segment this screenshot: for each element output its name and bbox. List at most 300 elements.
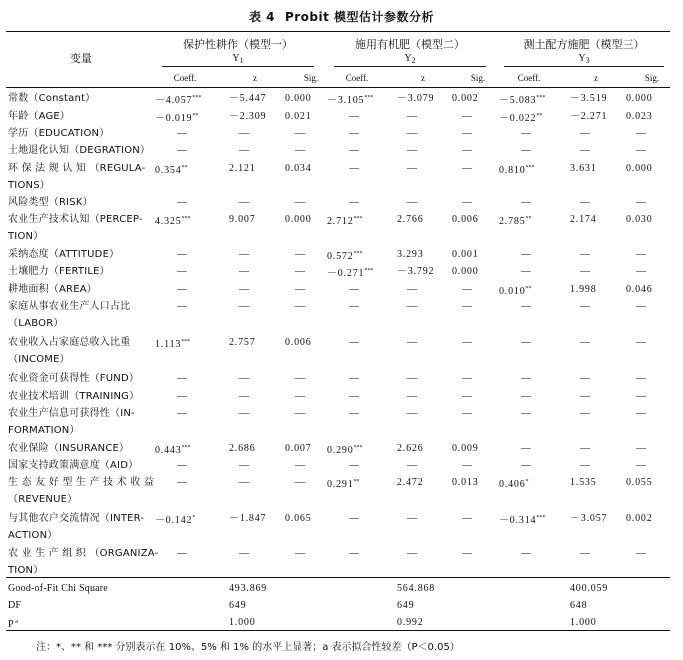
- stat-value: 564.868: [397, 583, 436, 594]
- cell-value: —: [407, 145, 417, 156]
- cell-value: —: [636, 548, 646, 559]
- table-cell: [295, 298, 305, 315]
- cell-value: —: [636, 128, 646, 139]
- table-cell: [327, 90, 373, 109]
- table-title: Probit 模型估计参数分析: [284, 10, 435, 24]
- cell-value: —: [636, 337, 646, 348]
- table-cell: [636, 194, 646, 211]
- table-cell: [462, 545, 472, 562]
- table-cell: [570, 211, 597, 228]
- table-cell: [239, 388, 249, 405]
- cell-value: －4.057: [155, 95, 193, 106]
- table-cell: [521, 405, 531, 422]
- variable-label: [8, 334, 130, 368]
- bottom-rule: [6, 630, 670, 631]
- stat-label: [8, 580, 108, 597]
- table-cell: [177, 405, 187, 422]
- table-cell: [499, 474, 529, 493]
- cell-value: 0.023: [626, 111, 653, 122]
- cell-value: —: [407, 301, 417, 312]
- table-cell: [580, 142, 590, 159]
- table-cell: [239, 246, 249, 263]
- cell-value: —: [462, 373, 472, 384]
- table-footnote: 注：*、** 和 *** 分别表示在 10%、5% 和 1% 的水平上显著；a 表示拟合性较差（P＜0.05）: [36, 642, 460, 653]
- table-cell: [285, 211, 312, 228]
- table-cell: [626, 108, 653, 125]
- cell-value: —: [636, 391, 646, 402]
- table-cell: [580, 370, 590, 387]
- cell-value: —: [462, 145, 472, 156]
- significance-marker: ***: [364, 95, 374, 101]
- significance-marker: ***: [181, 445, 191, 451]
- table-cell: [397, 474, 424, 491]
- cell-value: —: [462, 548, 472, 559]
- variable-label: [8, 194, 93, 211]
- variable-label-line: 农业技术培训（TRAINING）: [8, 391, 140, 402]
- cell-value: —: [407, 337, 417, 348]
- table-cell: [177, 298, 187, 315]
- table-cell: [407, 370, 417, 387]
- table-cell: [177, 457, 187, 474]
- cell-value: －0.314: [499, 515, 537, 526]
- table-cell: [239, 281, 249, 298]
- cell-value: —: [580, 128, 590, 139]
- cell-value: 0.013: [452, 477, 479, 488]
- table-cell: [397, 263, 434, 280]
- cell-value: —: [349, 301, 359, 312]
- significance-marker: ***: [353, 445, 363, 451]
- cell-value: －5.083: [499, 95, 537, 106]
- table-cell: [462, 142, 472, 159]
- table-cell: [462, 405, 472, 422]
- variable-label-line: 农业生产技术认知（PERCEP-: [8, 214, 143, 225]
- significance-marker: ***: [525, 165, 535, 171]
- table-cell: [580, 125, 590, 142]
- stat-value: 649: [397, 600, 415, 611]
- variable-label-line: 土地退化认知（DEGRATION）: [8, 145, 151, 156]
- table-cell: [407, 334, 417, 351]
- variable-label: [8, 388, 139, 405]
- cell-value: —: [239, 548, 249, 559]
- cell-value: —: [407, 197, 417, 208]
- cell-value: —: [177, 460, 187, 471]
- cell-value: 2.686: [229, 443, 256, 454]
- significance-marker: ***: [536, 95, 546, 101]
- cell-value: —: [462, 128, 472, 139]
- cell-value: 0.001: [452, 249, 479, 260]
- cell-value: —: [177, 391, 187, 402]
- table-cell: [521, 440, 531, 457]
- cell-value: —: [521, 266, 531, 277]
- cell-value: 0.030: [626, 214, 653, 225]
- table-cell: [295, 474, 305, 491]
- table-cell: [177, 370, 187, 387]
- cell-value: —: [177, 145, 187, 156]
- cell-value: —: [239, 249, 249, 260]
- cell-value: —: [239, 266, 249, 277]
- cell-value: —: [295, 373, 305, 384]
- cell-value: —: [349, 460, 359, 471]
- table-cell: [636, 142, 646, 159]
- cell-value: 1.113: [155, 339, 182, 350]
- cell-value: 4.325: [155, 216, 182, 227]
- significance-marker: ***: [181, 216, 191, 222]
- significance-marker: **: [536, 113, 543, 119]
- cell-value: —: [239, 408, 249, 419]
- model-underline: [504, 66, 664, 67]
- significance-marker: **: [525, 216, 532, 222]
- column-header: z: [594, 73, 598, 83]
- cell-value: —: [239, 373, 249, 384]
- cell-value: —: [177, 128, 187, 139]
- cell-value: 0.572: [327, 251, 354, 262]
- cell-value: －3.519: [570, 93, 608, 104]
- cell-value: 3.293: [397, 249, 424, 260]
- cell-value: —: [462, 460, 472, 471]
- cell-value: —: [407, 513, 417, 524]
- stat-value: 1.000: [570, 617, 597, 628]
- variable-label-line: 农业资金可获得性（FUND）: [8, 373, 140, 384]
- table-cell: [155, 334, 190, 353]
- cell-value: —: [177, 197, 187, 208]
- dependent-var-subscript: 1: [239, 56, 244, 65]
- table-cell: [521, 334, 531, 351]
- cell-value: —: [462, 513, 472, 524]
- model-name: 测土配方施肥（模型三）: [523, 38, 645, 51]
- table-cell: [407, 510, 417, 527]
- stat-label-superscript: a: [13, 619, 18, 625]
- variable-label-line: 采纳态度（ATTITUDE）: [8, 249, 120, 260]
- significance-marker: **: [192, 113, 199, 119]
- table-cell: [229, 211, 256, 228]
- table-cell: [462, 108, 472, 125]
- cell-value: —: [580, 391, 590, 402]
- stat-label-text: P: [8, 619, 14, 630]
- table-cell: [407, 388, 417, 405]
- table-cell: [239, 125, 249, 142]
- variable-label-line: FORMATION）: [8, 425, 80, 436]
- cell-value: —: [239, 460, 249, 471]
- cell-value: 0.000: [626, 163, 653, 174]
- cell-value: 0.443: [155, 445, 182, 456]
- cell-value: —: [295, 301, 305, 312]
- table-cell: [177, 545, 187, 562]
- table-cell: [349, 298, 359, 315]
- table-cell: [462, 281, 472, 298]
- cell-value: －0.271: [327, 268, 365, 279]
- cell-value: —: [521, 337, 531, 348]
- table-cell: [327, 211, 363, 230]
- cell-value: —: [580, 249, 590, 260]
- cell-value: 0.000: [285, 93, 312, 104]
- cell-value: 0.291: [327, 479, 354, 490]
- cell-value: —: [521, 197, 531, 208]
- stat-value: 400.059: [570, 583, 609, 594]
- cell-value: —: [580, 548, 590, 559]
- variable-label-line: 农业收入占家庭总收入比重: [8, 337, 131, 348]
- cell-value: —: [407, 128, 417, 139]
- variable-label: [8, 440, 129, 457]
- significance-marker: ***: [192, 95, 202, 101]
- table-cell: [295, 545, 305, 562]
- table-cell: [155, 90, 201, 109]
- cell-value: 0.021: [285, 111, 312, 122]
- cell-value: —: [349, 128, 359, 139]
- stat-value: 0.992: [397, 617, 424, 628]
- cell-value: —: [636, 301, 646, 312]
- cell-value: 0.007: [285, 443, 312, 454]
- table-cell: [295, 194, 305, 211]
- variable-label-line: 家庭从事农业生产人口占比: [8, 301, 131, 312]
- table-cell: [177, 263, 187, 280]
- cell-value: —: [521, 145, 531, 156]
- table-cell: [349, 405, 359, 422]
- table-cell: [349, 194, 359, 211]
- variable-label-line: 环 保 法 规 认 知 （REGULA-: [8, 163, 146, 174]
- table-cell: [462, 298, 472, 315]
- cell-value: —: [580, 460, 590, 471]
- variable-label-line: 耕地面积（AREA）: [8, 284, 97, 295]
- table-cell: [636, 334, 646, 351]
- column-header: Coeff.: [173, 73, 197, 83]
- significance-marker: ***: [353, 251, 363, 257]
- table-cell: [397, 211, 424, 228]
- model-name: 保护性耕作（模型一）: [183, 38, 293, 51]
- cell-value: －3.079: [397, 93, 435, 104]
- variable-label: [8, 108, 70, 125]
- table-cell: [499, 90, 545, 109]
- cell-value: 1.998: [570, 284, 597, 295]
- table-cell: [327, 263, 373, 282]
- variable-label: [8, 160, 145, 194]
- cell-value: －1.847: [229, 513, 267, 524]
- cell-value: —: [349, 548, 359, 559]
- cell-value: －3.105: [327, 95, 365, 106]
- cell-value: 0.034: [285, 163, 312, 174]
- cell-value: —: [295, 145, 305, 156]
- table-cell: [521, 457, 531, 474]
- cell-value: 2.766: [397, 214, 424, 225]
- variable-label: [8, 263, 110, 280]
- table-cell: [295, 281, 305, 298]
- cell-value: 2.626: [397, 443, 424, 454]
- table-cell: [285, 108, 312, 125]
- cell-value: —: [239, 145, 249, 156]
- cell-value: 0.000: [285, 214, 312, 225]
- table-cell: [462, 457, 472, 474]
- table-cell: [521, 246, 531, 263]
- cell-value: —: [349, 145, 359, 156]
- table-cell: [349, 160, 359, 177]
- cell-value: —: [295, 408, 305, 419]
- variable-label-line: （REVENUE）: [8, 494, 78, 505]
- cell-value: —: [636, 443, 646, 454]
- significance-marker: **: [353, 479, 360, 485]
- cell-value: —: [295, 128, 305, 139]
- table-cell: [285, 90, 312, 107]
- table-cell: [239, 194, 249, 211]
- table-cell: [570, 281, 597, 298]
- cell-value: —: [349, 197, 359, 208]
- table-cell: [462, 125, 472, 142]
- cell-value: —: [295, 548, 305, 559]
- table-cell: [239, 545, 249, 562]
- table-cell: [636, 263, 646, 280]
- variable-label-line: 与其他农户交流情况（INTER-: [8, 513, 145, 524]
- table-cell: [521, 545, 531, 562]
- table-cell: [295, 263, 305, 280]
- table-cell: [462, 510, 472, 527]
- table-cell: [155, 211, 191, 230]
- cell-value: —: [580, 197, 590, 208]
- model-name: 施用有机肥（模型二）: [355, 38, 465, 51]
- cell-value: —: [295, 391, 305, 402]
- table-cell: [295, 457, 305, 474]
- table-cell: [177, 474, 187, 491]
- column-header: z: [253, 73, 257, 83]
- table-cell: [580, 457, 590, 474]
- table-cell: [626, 510, 653, 527]
- top-rule: [6, 31, 670, 32]
- cell-value: —: [462, 301, 472, 312]
- table-cell: [580, 388, 590, 405]
- cell-value: —: [521, 249, 531, 260]
- table-cell: [626, 160, 653, 177]
- stat-label-text: Good-of-Fit Chi Square: [8, 583, 108, 594]
- cell-value: —: [177, 373, 187, 384]
- stat-value: 1.000: [229, 617, 256, 628]
- model-underline: [162, 66, 314, 67]
- table-cell: [499, 510, 545, 529]
- table-cell: [229, 108, 266, 125]
- table-cell: [349, 125, 359, 142]
- table-cell: [397, 90, 434, 107]
- table-cell: [177, 142, 187, 159]
- variable-label: [8, 211, 143, 245]
- table-cell: [452, 474, 479, 491]
- cell-value: —: [407, 284, 417, 295]
- variable-label-line: 农 业 生 产 组 织 （ORGANIZA-: [8, 548, 159, 559]
- variable-label-line: 年龄（AGE）: [8, 111, 71, 122]
- significance-marker: ***: [364, 268, 374, 274]
- cell-value: —: [636, 408, 646, 419]
- cell-value: 0.000: [452, 266, 479, 277]
- cell-value: －3.792: [397, 266, 435, 277]
- table-cell: [521, 194, 531, 211]
- dependent-var-symbol: Y: [404, 53, 412, 64]
- cell-value: 0.009: [452, 443, 479, 454]
- table-cell: [155, 160, 188, 179]
- cell-value: —: [521, 373, 531, 384]
- table-cell: [462, 160, 472, 177]
- variable-label-line: 国家支持政策满意度（AID）: [8, 460, 139, 471]
- table-cell: [407, 405, 417, 422]
- table-cell: [349, 334, 359, 351]
- significance-marker: **: [525, 286, 532, 292]
- cell-value: —: [580, 337, 590, 348]
- cell-value: 0.002: [626, 513, 653, 524]
- variable-header: 变量: [70, 52, 92, 65]
- variable-label: [8, 510, 144, 544]
- table-cell: [452, 211, 479, 228]
- table-cell: [327, 474, 360, 493]
- table-cell: [285, 510, 312, 527]
- table-cell: [295, 125, 305, 142]
- table-cell: [521, 370, 531, 387]
- cell-value: —: [580, 373, 590, 384]
- table-cell: [239, 370, 249, 387]
- model-dependent-var: [158, 53, 318, 65]
- cell-value: —: [295, 284, 305, 295]
- cell-value: —: [521, 548, 531, 559]
- cell-value: －2.271: [570, 111, 608, 122]
- table-cell: [521, 125, 531, 142]
- cell-value: —: [349, 284, 359, 295]
- cell-value: —: [177, 408, 187, 419]
- cell-value: —: [295, 197, 305, 208]
- table-cell: [239, 474, 249, 491]
- cell-value: 0.065: [285, 513, 312, 524]
- cell-value: 0.055: [626, 477, 653, 488]
- stat-label: [8, 597, 21, 614]
- cell-value: —: [521, 443, 531, 454]
- table-cell: [580, 405, 590, 422]
- table-cell: [285, 160, 312, 177]
- cell-value: —: [295, 249, 305, 260]
- cell-value: －0.142: [155, 515, 193, 526]
- table-cell: [570, 90, 607, 107]
- table-cell: [229, 510, 266, 527]
- cell-value: —: [407, 548, 417, 559]
- table-cell: [285, 440, 312, 457]
- cell-value: －0.019: [155, 113, 193, 124]
- table-cell: [229, 334, 256, 351]
- table-cell: [521, 298, 531, 315]
- table-cell: [349, 281, 359, 298]
- stats-rule: [6, 577, 670, 578]
- table-cell: [580, 440, 590, 457]
- significance-marker: **: [181, 165, 188, 171]
- variable-label: [8, 281, 97, 298]
- cell-value: —: [407, 460, 417, 471]
- table-cell: [349, 388, 359, 405]
- table-cell: [580, 298, 590, 315]
- variable-label-line: 农业保险（INSURANCE）: [8, 443, 130, 454]
- cell-value: —: [636, 249, 646, 260]
- cell-value: 0.290: [327, 445, 354, 456]
- column-header: Sig.: [303, 73, 319, 83]
- cell-value: —: [177, 301, 187, 312]
- variable-label: [8, 457, 138, 474]
- table-cell: [452, 263, 479, 280]
- cell-value: —: [580, 443, 590, 454]
- table-caption: [0, 8, 683, 25]
- table-cell: [636, 125, 646, 142]
- variable-label: [8, 246, 119, 263]
- variable-label-line: TION）: [8, 231, 44, 242]
- table-cell: [295, 388, 305, 405]
- cell-value: —: [521, 408, 531, 419]
- cell-value: —: [580, 408, 590, 419]
- dependent-var-subscript: 3: [585, 56, 590, 65]
- table-cell: [499, 160, 535, 179]
- cell-value: —: [239, 128, 249, 139]
- cell-value: —: [349, 337, 359, 348]
- table-cell: [295, 370, 305, 387]
- stat-label-text: DF: [8, 600, 22, 611]
- table-cell: [229, 440, 256, 457]
- cell-value: —: [239, 477, 249, 488]
